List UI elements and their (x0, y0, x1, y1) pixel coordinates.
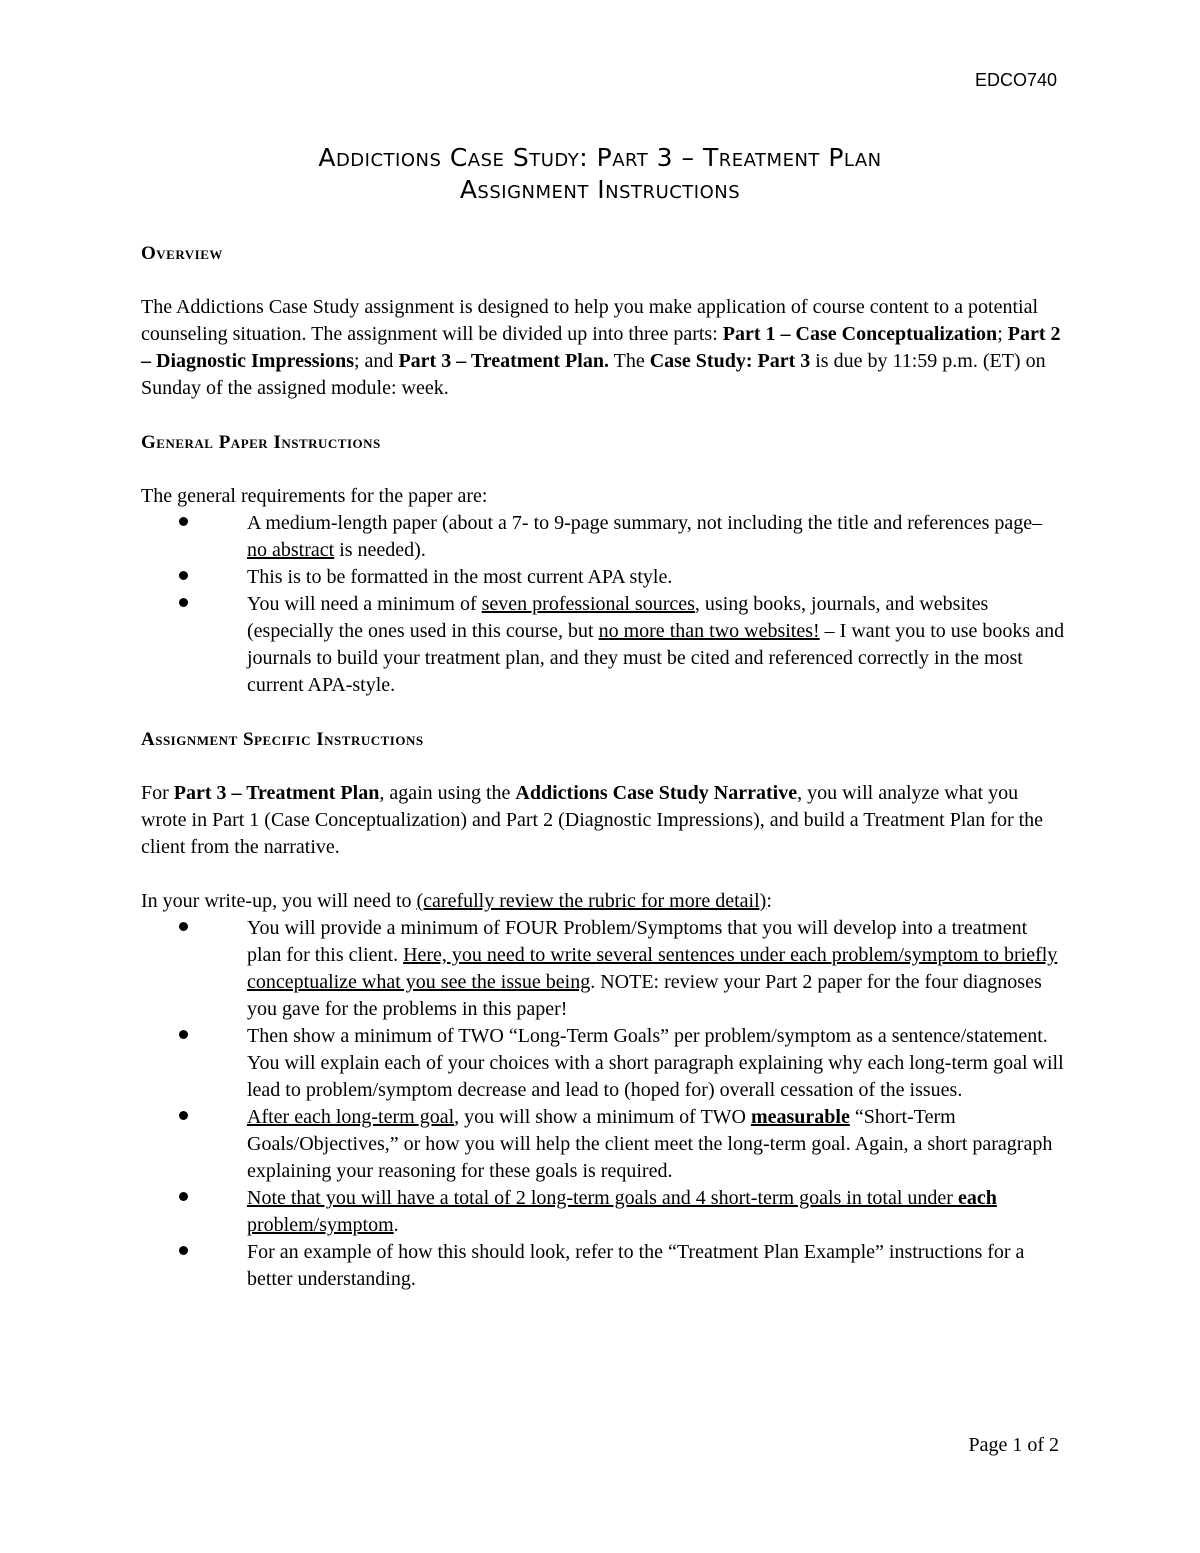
general-intro: The general requirements for the paper are: (141, 485, 488, 507)
course-code: EDCO740 (974, 70, 1057, 90)
specific-paragraph-1: For Part 3 – Treatment Plan, again using the Addictions Case Study Narrative, you will analyze what you wrote in Part 1 (Case Conceptualization) and Part 2 (Diagnostic Impressions), and build a Treatment Plan for the client from the narrative. (141, 782, 1044, 858)
writeup-requirements-list (141, 915, 1066, 1293)
list-item: You will need a minimum of seven professional sources, using books, journals, and websites (especially the ones used in this course, but no more than two websites! – I want you to use books and journals to build your treatment plan, and they must be cited and referenced correctly in the most current APA-style. (247, 593, 1065, 696)
overview-heading: Overview (141, 243, 223, 264)
overview-paragraph: The Addictions Case Study assignment is designed to help you make application of course content to a potential counseling situation. The assignment will be divided up into three parts: Part 1 – Case Conceptualization; Part 2 – Diagnostic Impressions; and Part 3 – Treatment Plan. The Case Study: Part 3 is due by 11:59 p.m. (ET) on Sunday of the assigned module: week. (141, 296, 1061, 399)
general-requirements-list (141, 510, 1066, 699)
general-heading: General Paper Instructions (141, 432, 381, 453)
list-item: A medium-length paper (about a 7- to 9-page summary, not including the title and references page– no abstract is needed). (247, 512, 1043, 561)
list-item: Note that you will have a total of 2 long-term goals and 4 short-term goals in total under each problem/symptom. (247, 1187, 997, 1236)
title-line-1: Addictions Case Study: Part 3 – Treatment Plan (318, 143, 882, 172)
specific-heading: Assignment Specific Instructions (141, 729, 424, 750)
list-item: After each long-term goal, you will show a minimum of TWO measurable “Short-Term Goals/Objectives,” or how you will help the client meet the long-term goal. Again, a short paragraph explaining your reasoning for these goals is required. (247, 1106, 1053, 1182)
specific-paragraph-2: In your write-up, you will need to (carefully review the rubric for more detail): (141, 890, 772, 912)
list-item: Then show a minimum of TWO “Long-Term Goals” per problem/symptom as a sentence/statement. You will explain each of your choices with a short paragraph explaining why each long-term goal will lead to problem/symptom decrease and lead to (hoped for) overall cessation of the issues. (247, 1025, 1064, 1101)
document-body (141, 240, 1066, 1293)
list-item: This is to be formatted in the most current APA style. (247, 566, 673, 588)
list-item: You will provide a minimum of FOUR Problem/Symptoms that you will develop into a treatment plan for this client. Here, you need to write several sentences under each problem/symptom to briefly conceptualize what you see the issue being. NOTE: review your Part 2 paper for the four diagnoses you gave for the problems in this paper! (247, 917, 1058, 1020)
list-item: For an example of how this should look, refer to the “Treatment Plan Example” instructions for a better understanding. (247, 1241, 1025, 1290)
document-title (0, 142, 1200, 206)
page-number: Page 1 of 2 (968, 1434, 1059, 1456)
title-line-2: Assignment Instructions (459, 175, 741, 204)
